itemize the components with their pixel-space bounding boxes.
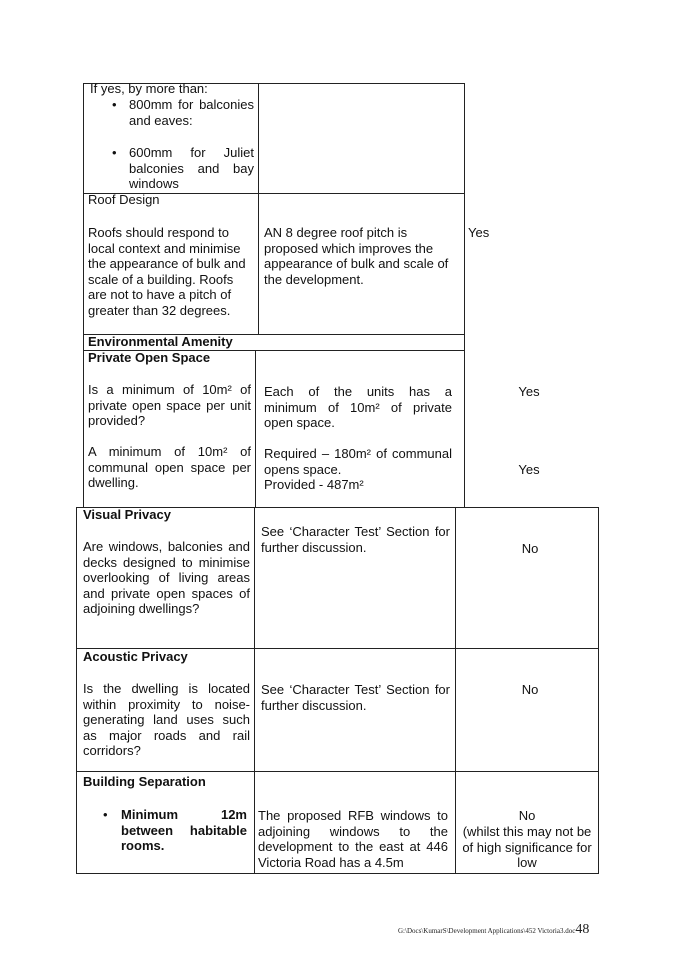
acoustic-privacy-complies: No [521, 682, 539, 697]
pos-proposal-2: Required – 180m² of communal opens space. [264, 446, 452, 477]
bullet-icon: • [103, 807, 108, 822]
acoustic-privacy-control: Is the dwelling is located within proximity to noise-generating land uses such as major roads and rail corridors? [83, 681, 250, 759]
visual-privacy-proposal: See ‘Character Test’ Section for further discussion. [261, 524, 450, 555]
table-border-left-lower [76, 507, 77, 873]
building-separation-complies: No [518, 808, 536, 823]
private-open-space-heading: Private Open Space [88, 350, 211, 365]
pos-control-1: Is a minimum of 10m² of private open space per unit provided? [88, 382, 251, 429]
bullet-icon: • [112, 145, 117, 160]
projection-bullet-2: 600mm for Juliet balconies and bay windows [129, 145, 254, 192]
projection-intro: If yes, by more than: [90, 81, 208, 96]
roof-complies: Yes [468, 225, 490, 240]
table-border-bottom [76, 873, 599, 874]
column-divider [254, 507, 255, 873]
roof-heading: Roof Design [88, 192, 160, 207]
section-heading-environmental-amenity: Environmental Amenity [88, 334, 233, 349]
footer-file-path: G:\Docs\KumarS\Development Applications\452 Victoria3.doc [398, 927, 576, 935]
building-separation-complies-note: (whilst this may not be of high significance for low [462, 824, 592, 871]
row-divider [76, 771, 599, 772]
visual-privacy-complies: No [521, 541, 539, 556]
column-divider [464, 83, 465, 334]
projection-bullet-1: 800mm for balconies and eaves: [129, 97, 254, 128]
pos-complies-1: Yes [518, 384, 540, 399]
pos-control-2: A minimum of 10m² of communal open space per dwelling. [88, 444, 251, 491]
page-footer [398, 922, 589, 938]
pos-proposal-2-provided: Provided - 487m² [264, 477, 364, 492]
pos-complies-2: Yes [518, 462, 540, 477]
building-separation-proposal: The proposed RFB windows to adjoining windows to the development to the east at 446 Victoria Road has a 4.5m [258, 808, 448, 870]
acoustic-privacy-proposal: See ‘Character Test’ Section for further discussion. [261, 682, 450, 713]
page-number: 48 [575, 922, 590, 937]
roof-proposal: AN 8 degree roof pitch is proposed which improves the appearance of bulk and scale of the development. [264, 225, 449, 287]
acoustic-privacy-heading: Acoustic Privacy [83, 649, 188, 664]
roof-control: Roofs should respond to local context and minimise the appearance of bulk and scale of a building. Roofs are not to have a pitch of greater than 32 degrees. [88, 225, 246, 318]
table-border-left [83, 83, 84, 507]
column-divider [455, 507, 456, 873]
column-divider [258, 83, 259, 334]
visual-privacy-heading: Visual Privacy [83, 507, 171, 522]
visual-privacy-control: Are windows, balconies and decks designed to minimise overlooking of living areas and private open spaces of adjoining dwellings? [83, 539, 250, 617]
bullet-icon: • [112, 97, 117, 112]
building-separation-heading: Building Separation [83, 774, 206, 789]
column-divider [255, 350, 256, 507]
building-separation-control: Minimum 12m between habitable rooms. [121, 807, 247, 854]
table-border-right-upper [464, 334, 465, 507]
pos-proposal-1: Each of the units has a minimum of 10m² of private open space. [264, 384, 452, 431]
